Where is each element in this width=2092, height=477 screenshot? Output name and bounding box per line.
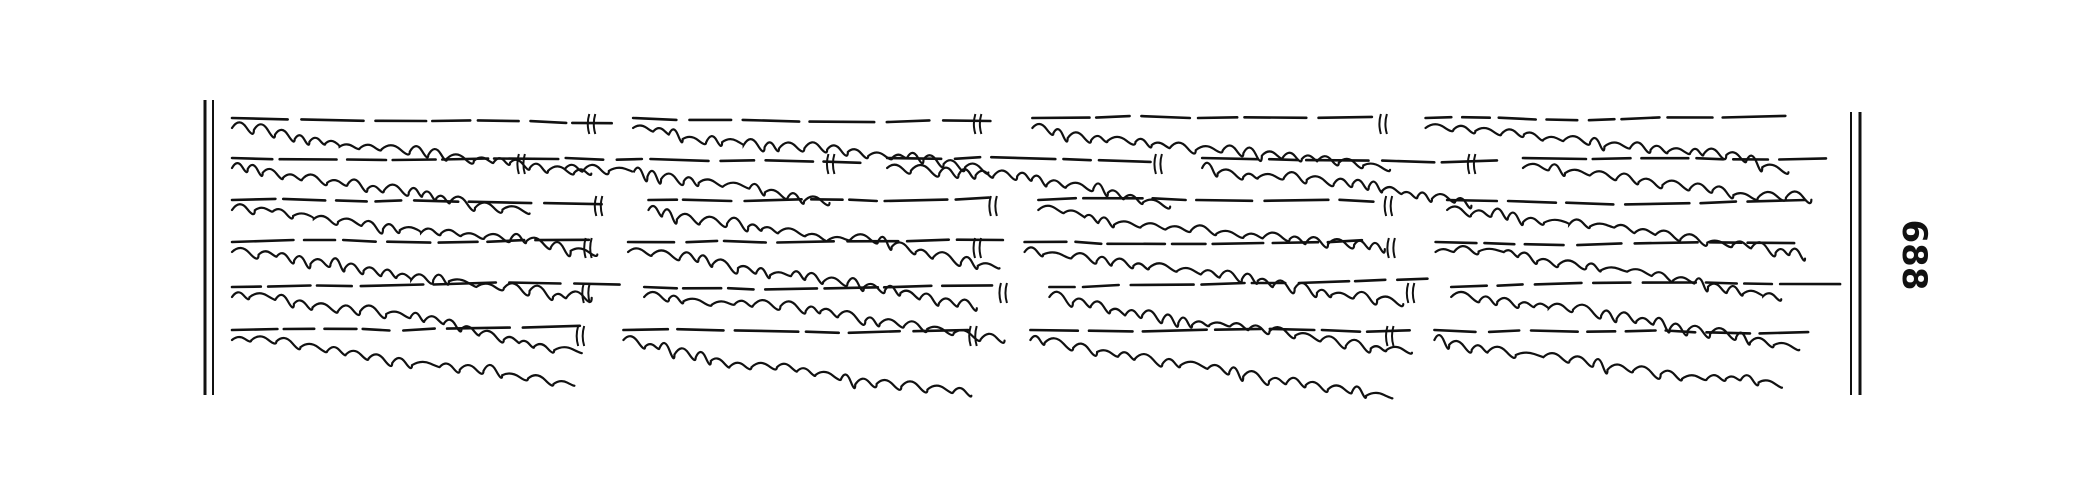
shad-mark: [1468, 154, 1470, 174]
script-headline: [623, 329, 974, 333]
shad-mark: [995, 196, 997, 216]
script-headline: [232, 158, 566, 160]
shad-mark: [1392, 326, 1394, 346]
shad-mark: [1393, 238, 1395, 258]
script-stroke: [232, 248, 592, 302]
script-line-5: [232, 279, 1848, 354]
shad-mark: [584, 238, 586, 258]
shad-mark: [517, 154, 519, 174]
shad-mark: [1413, 283, 1415, 303]
script-headline: [644, 285, 1001, 289]
shad-mark: [1385, 196, 1387, 216]
shad-mark: [989, 196, 991, 216]
script-stroke: [1426, 124, 1789, 174]
script-line-6: [232, 326, 1816, 399]
shad-mark: [980, 114, 982, 134]
script-stroke: [1038, 206, 1385, 253]
shad-mark: [980, 238, 982, 258]
shad-mark: [999, 283, 1001, 303]
script-headline: [633, 118, 999, 122]
script-stroke: [1025, 247, 1404, 306]
script-headline: [628, 240, 1010, 243]
page-number: 688: [1894, 219, 1934, 291]
script-stroke: [633, 125, 988, 173]
script-headline: [1451, 283, 1848, 287]
shad-mark: [974, 114, 976, 134]
shad-mark: [1379, 114, 1381, 134]
script-headline: [1038, 198, 1383, 202]
script-stroke: [1523, 164, 1811, 203]
shad-mark: [601, 196, 603, 216]
script-headline: [1434, 330, 1816, 333]
script-stroke: [623, 336, 971, 396]
script-headline: [887, 157, 1157, 162]
shad-mark: [1154, 154, 1156, 174]
shad-mark: [1391, 196, 1393, 216]
shad-mark: [833, 154, 835, 174]
shad-mark: [1160, 154, 1162, 174]
script-stroke: [887, 165, 1170, 209]
shad-mark: [974, 238, 976, 258]
script-headline: [1202, 158, 1506, 162]
script-stroke: [232, 163, 530, 214]
script-headline: [1426, 116, 1795, 120]
shad-mark: [583, 326, 585, 346]
script-stroke: [1434, 335, 1782, 388]
shad-mark: [577, 326, 579, 346]
shad-mark: [582, 283, 584, 303]
shad-mark: [595, 196, 597, 216]
script-line-4: [232, 238, 1801, 311]
shad-mark: [1386, 326, 1388, 346]
script-stroke: [232, 122, 591, 175]
script-headline: [232, 199, 609, 204]
script-stroke: [1451, 292, 1799, 350]
script-stroke: [1436, 246, 1782, 301]
script-stroke: [232, 204, 597, 256]
script-stroke: [232, 292, 582, 353]
shad-mark: [1005, 283, 1007, 303]
script-stroke: [1032, 124, 1390, 171]
shad-mark: [1407, 283, 1409, 303]
shad-mark: [588, 283, 590, 303]
script-headline: [232, 326, 591, 331]
script-stroke: [232, 336, 574, 385]
script-stroke: [648, 206, 999, 269]
script-lines: [232, 114, 1848, 398]
shad-mark: [969, 326, 971, 346]
shad-mark: [523, 154, 525, 174]
script-headline: [1447, 200, 1813, 204]
shad-mark: [590, 238, 592, 258]
script-headline: [648, 198, 1000, 201]
script-stroke: [1049, 292, 1412, 354]
script-headline: [1032, 116, 1382, 118]
shad-mark: [975, 326, 977, 346]
script-stroke: [1030, 336, 1392, 398]
shad-mark: [1474, 154, 1476, 174]
script-headline: [1049, 279, 1438, 287]
script-headline: [1523, 158, 1834, 160]
shad-mark: [827, 154, 829, 174]
script-line-1: [232, 114, 1794, 175]
shad-mark: [1387, 238, 1389, 258]
shad-mark: [1385, 114, 1387, 134]
script-stroke: [1447, 207, 1805, 261]
script-headline: [1030, 329, 1420, 332]
script-headline: [232, 118, 621, 123]
